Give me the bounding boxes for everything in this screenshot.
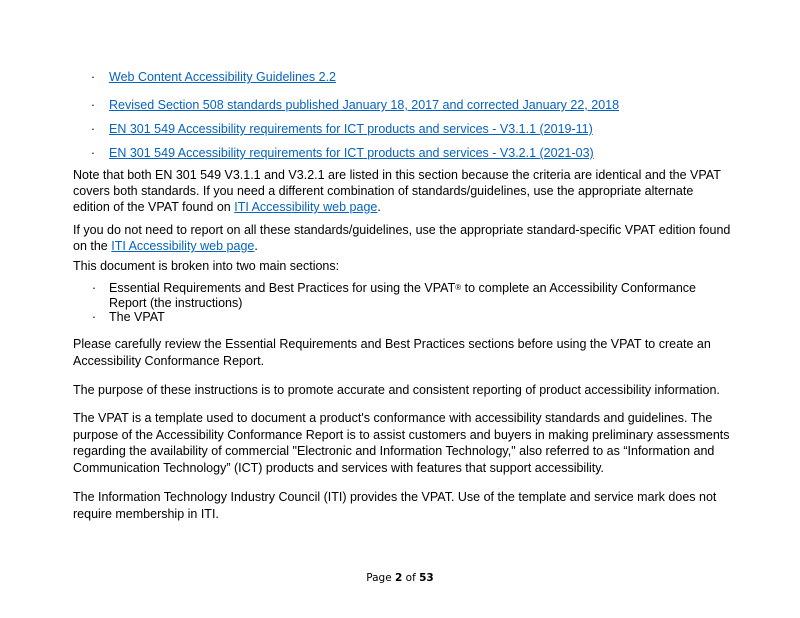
- bullet: ·: [90, 70, 96, 84]
- en-301-549-v311-link[interactable]: EN 301 549 Accessibility requirements for ICT products and services - V3.1.1 (2019-11): [109, 122, 593, 136]
- purpose-paragraph: The purpose of these instructions is to promote accurate and consistent reporting of product accessibility information.: [73, 383, 720, 397]
- vpat-description-paragraph: The VPAT is a template used to document a product's conformance with accessibility standards and guidelines. The purpose of the Accessibility Conformance Report is to assist customers and buyers in making preliminary assessments regarding the availability of commercial "Electronic and Information Technology," also referred to as “Information and Communication Technology” (ICT) products and services with features that support accessibility.: [73, 411, 730, 475]
- iti-accessibility-link[interactable]: ITI Accessibility web page: [111, 239, 255, 253]
- current-page-number: 2: [395, 572, 403, 584]
- registered-mark: ®: [455, 283, 462, 292]
- section-508-link[interactable]: Revised Section 508 standards published January 18, 2017 and corrected January 22, 2018: [109, 98, 620, 112]
- paragraph-text: If you do not need to report on all these standards/guidelines, use the appropriate standard-specific VPAT edition found on the: [73, 223, 731, 253]
- page-label: Page: [366, 572, 392, 584]
- of-label: of: [405, 572, 416, 584]
- paragraph-text: Note that both EN 301 549 V3.1.1 and V3.2.1 are listed in this section because the criteria are identical and the VPAT covers both standards. If you need a different combination of standards/guidelines, use the appropriate alternate edition of the VPAT found on: [73, 168, 721, 214]
- page-footer: [0, 572, 800, 584]
- total-pages-number: 53: [419, 572, 434, 584]
- iti-paragraph: The Information Technology Industry Council (ITI) provides the VPAT. Use of the template and service mark does not require membership in ITI.: [73, 490, 717, 521]
- list-item-text: Essential Requirements and Best Practices for using the VPAT® to complete an Accessibility Conformance Report (the instructions): [109, 281, 696, 310]
- en-301-549-v321-link[interactable]: EN 301 549 Accessibility requirements for ICT products and services - V3.2.1 (2021-03): [109, 146, 594, 160]
- paragraph-text: .: [377, 200, 381, 214]
- sections-intro: This document is broken into two main sections:: [73, 259, 340, 273]
- list-item-text: The VPAT: [109, 310, 165, 324]
- iti-accessibility-link[interactable]: ITI Accessibility web page: [234, 200, 378, 214]
- bullet: ·: [90, 146, 96, 160]
- bullet: ·: [91, 281, 97, 295]
- bullet: ·: [90, 98, 96, 112]
- edition-note-paragraph: [73, 222, 733, 254]
- wcag-link[interactable]: Web Content Accessibility Guidelines 2.2: [109, 70, 336, 84]
- bullet: ·: [91, 310, 97, 324]
- bullet: ·: [90, 122, 96, 136]
- standards-note-paragraph: [73, 167, 733, 215]
- paragraph-text: .: [254, 239, 258, 253]
- review-paragraph: Please carefully review the Essential Requirements and Best Practices sections before using the VPAT to create an Accessibility Conformance Report.: [73, 337, 711, 368]
